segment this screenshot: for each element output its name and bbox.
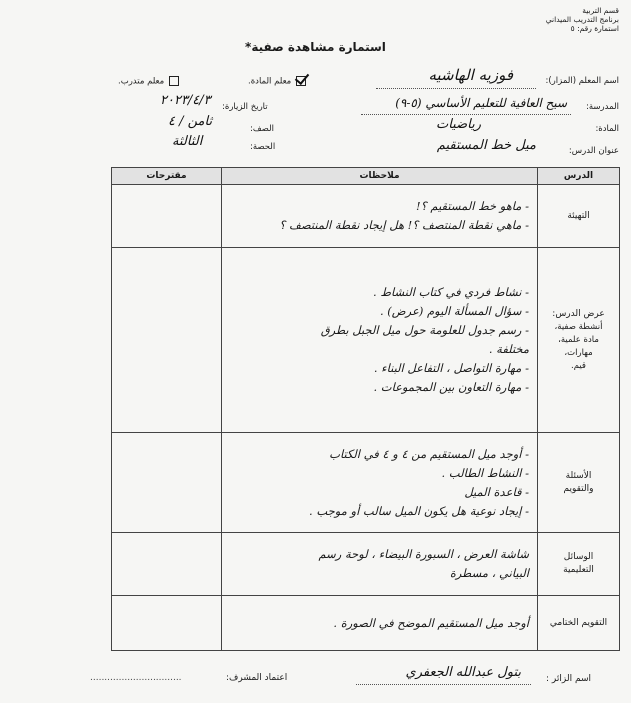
trainee-checkbox[interactable] [169,76,179,86]
header-form-number: استمارة رقم: ٥ [570,24,619,33]
visit-date-value: ٢٠٢٣/٤/٣ [160,93,211,108]
row-label-assessment: الأسئلة والتقويم [538,433,620,533]
teacher-label: اسم المعلم (المزار): [545,76,619,86]
grade-label: الصف: [250,124,274,134]
visit-date-label: تاريخ الزيارة: [222,102,268,112]
notes-cell: أوجد ميل المستقيم الموضح في الصورة . [222,596,538,651]
notes-cell: شاشة العرض ، السبورة البيضاء ، لوحة رسم البياني ، مسطرة [222,533,538,596]
period-value: الثالثة [172,134,203,149]
table-row [112,433,620,533]
table-row [112,248,620,433]
suggestions-cell [112,185,222,248]
visitor-label: اسم الزائر : [546,674,591,684]
header-lesson: الدرس [538,168,620,185]
subject-teacher-label: معلم المادة. [248,76,292,87]
suggestions-cell [112,433,222,533]
row-label-presentation: عرض الدرس: أنشطة صفية، مادة علمية، مهارات، قيم. [538,248,620,433]
notes-cell: - أوجد ميل المستقيم من ٤ و ٤ في الكتاب - النشاط الطالب . - قاعدة الميل - إيجاد نوعية هل يكون الميل سالب أو موجب . [222,433,538,533]
table-header-row [112,168,620,185]
header-block [546,6,619,33]
suggestions-cell [112,248,222,433]
supervisor-dots: ................................ [90,673,182,683]
trainee-option[interactable] [118,76,181,87]
suggestions-cell [112,596,222,651]
subject-value: رياضيات [435,117,481,132]
row-label-teaching-aids: الوسائل التعليمية [538,533,620,596]
row-label-final-assessment: التقويم الختامي [538,596,620,651]
period-label: الحصة: [250,142,276,152]
lesson-title-value: ميل خط المستقيم [436,138,536,153]
school-name: سيح العافية للتعليم الأساسي (٥-٩) [395,96,567,110]
row-label-warmup: التهيئة [538,185,620,248]
observation-table [111,167,620,651]
table-row [112,185,620,248]
notes-cell: - ماهو خط المستقيم ؟! - ماهي نقطة المنتصف ؟! هل إيجاد نقطة المنتصف ؟ [222,185,538,248]
form-title: استمارة مشاهدة صفية* [245,40,386,54]
teacher-dotline [376,88,536,89]
subject-teacher-option[interactable] [248,76,308,87]
header-suggestions: مقترحات [112,168,222,185]
lesson-title-label: عنوان الدرس: [568,146,619,156]
supervisor-label: اعتماد المشرف: [226,673,288,683]
header-department: قسم التربية [582,6,619,15]
visitor-dotline [356,684,531,685]
subject-label: المادة: [595,124,619,134]
school-label: المدرسة: [586,102,619,112]
notes-cell: - نشاط فردي في كتاب النشاط . - سؤال المسألة اليوم (عرض) . - رسم جدول للعلومة حول ميل الجبل بطرق مختلفة . - مهارة التواصل ، التفاعل البناء . - مهارة التعاون بين المجموعات . [222,248,538,433]
table-row [112,596,620,651]
school-dotline [361,114,571,115]
trainee-label: معلم متدرب. [118,76,165,87]
suggestions-cell [112,533,222,596]
visitor-name: بتول عبدالله الجعفري [405,665,521,680]
table-row [112,533,620,596]
teacher-name: فوزيه الهاشيه [428,66,513,84]
subject-teacher-checkbox[interactable] [296,76,306,86]
grade-value: ثامن / ٤ [168,114,213,129]
header-notes: ملاحظات [222,168,538,185]
header-program: برنامج التدريب الميداني [545,15,619,24]
